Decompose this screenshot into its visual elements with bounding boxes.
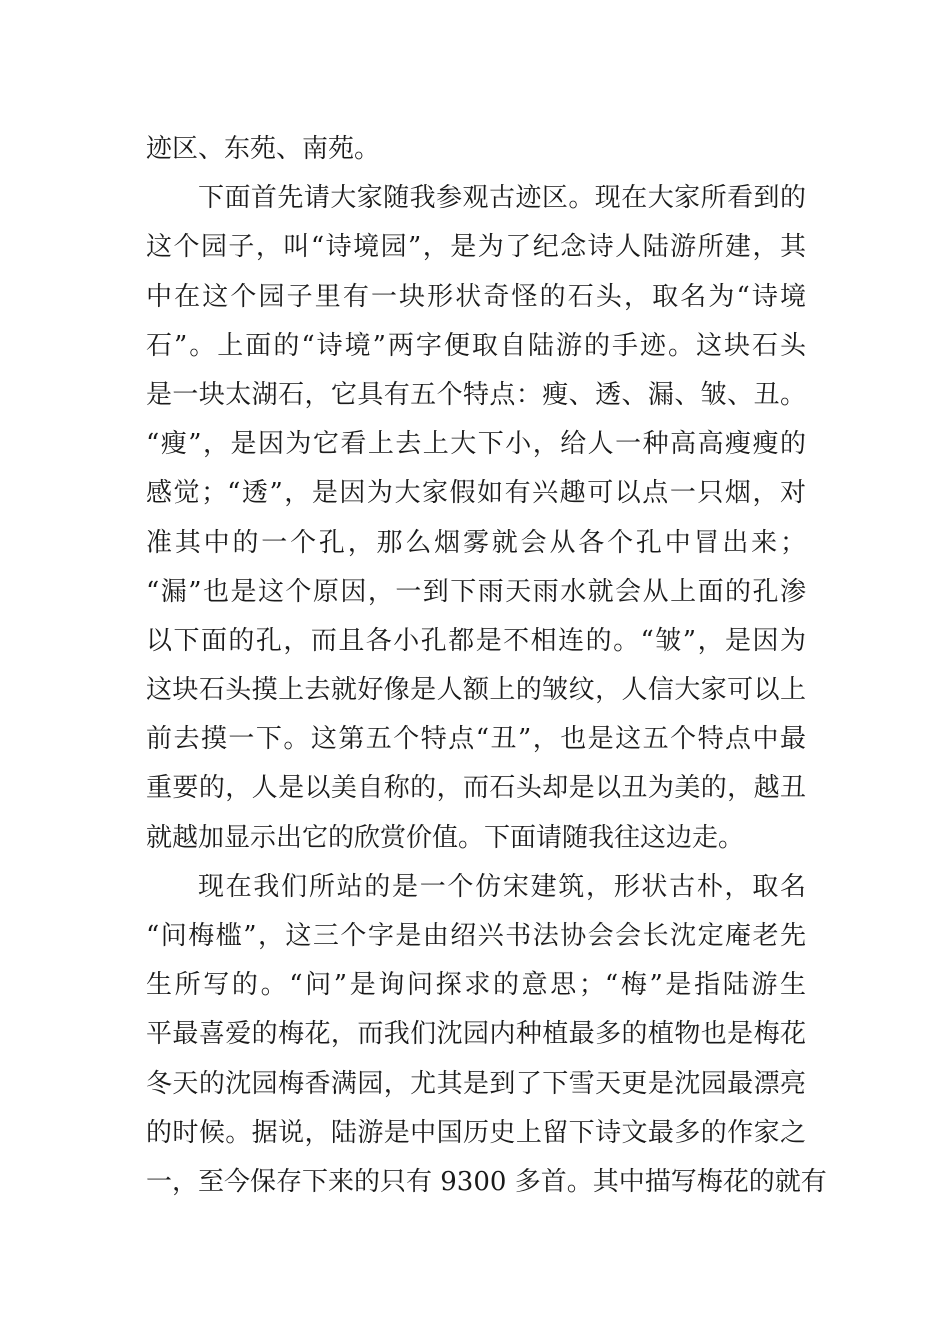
text-line: 一，至今保存下来的只有 9300 多首。其中描写梅花的就有 [146, 1166, 827, 1197]
text-line: 中在这个园子里有一块形状奇怪的石头，取名为“诗境 [146, 281, 806, 312]
text-line: 生所写的。“问”是询问探求的意思；“梅”是指陆游生 [146, 970, 806, 1001]
text-line: 感觉；“透”，是因为大家假如有兴趣可以点一只烟，对 [146, 478, 806, 509]
body-text [146, 125, 827, 1207]
text-line: 现在我们所站的是一个仿宋建筑，形状古朴，取名 [198, 871, 806, 902]
text-line: 下面首先请大家随我参观古迹区。现在大家所看到的 [198, 183, 806, 214]
text-line: 准其中的一个孔，那么烟雾就会从各个孔中冒出来； [146, 527, 806, 558]
text-line: 的时候。据说，陆游是中国历史上留下诗文最多的作家之 [146, 1117, 806, 1148]
text-line: “漏”也是这个原因，一到下雨天雨水就会从上面的孔渗 [146, 576, 806, 607]
text-line: 迹区、东苑、南苑。 [146, 134, 381, 164]
text-line: 石”。上面的“诗境”两字便取自陆游的手迹。这块石头 [146, 330, 806, 361]
text-line: 平最喜爱的梅花，而我们沈园内种植最多的植物也是梅花 [146, 1019, 806, 1050]
text-line: 是一块太湖石，它具有五个特点：瘦、透、漏、皱、丑。 [146, 379, 806, 410]
text-line: 以下面的孔，而且各小孔都是不相连的。“皱”，是因为 [146, 625, 806, 656]
text-line: 前去摸一下。这第五个特点“丑”，也是这五个特点中最 [146, 724, 806, 755]
text-line: 这个园子，叫“诗境园”，是为了纪念诗人陆游所建，其 [146, 232, 806, 263]
text-line: 就越加显示出它的欣赏价值。下面请随我往这边走。 [146, 822, 745, 853]
text-line: 重要的，人是以美自称的，而石头却是以丑为美的，越丑 [146, 773, 806, 804]
text-line: 这块石头摸上去就好像是人额上的皱纹，人信大家可以上 [146, 675, 806, 706]
text-line: “瘦”，是因为它看上去上大下小，给人一种高高瘦瘦的 [146, 429, 806, 460]
text-line: “问梅槛”，这三个字是由绍兴书法协会会长沈定庵老先 [146, 921, 806, 951]
text-line: 冬天的沈园梅香满园，尤其是到了下雪天更是沈园最漂亮 [146, 1068, 806, 1099]
